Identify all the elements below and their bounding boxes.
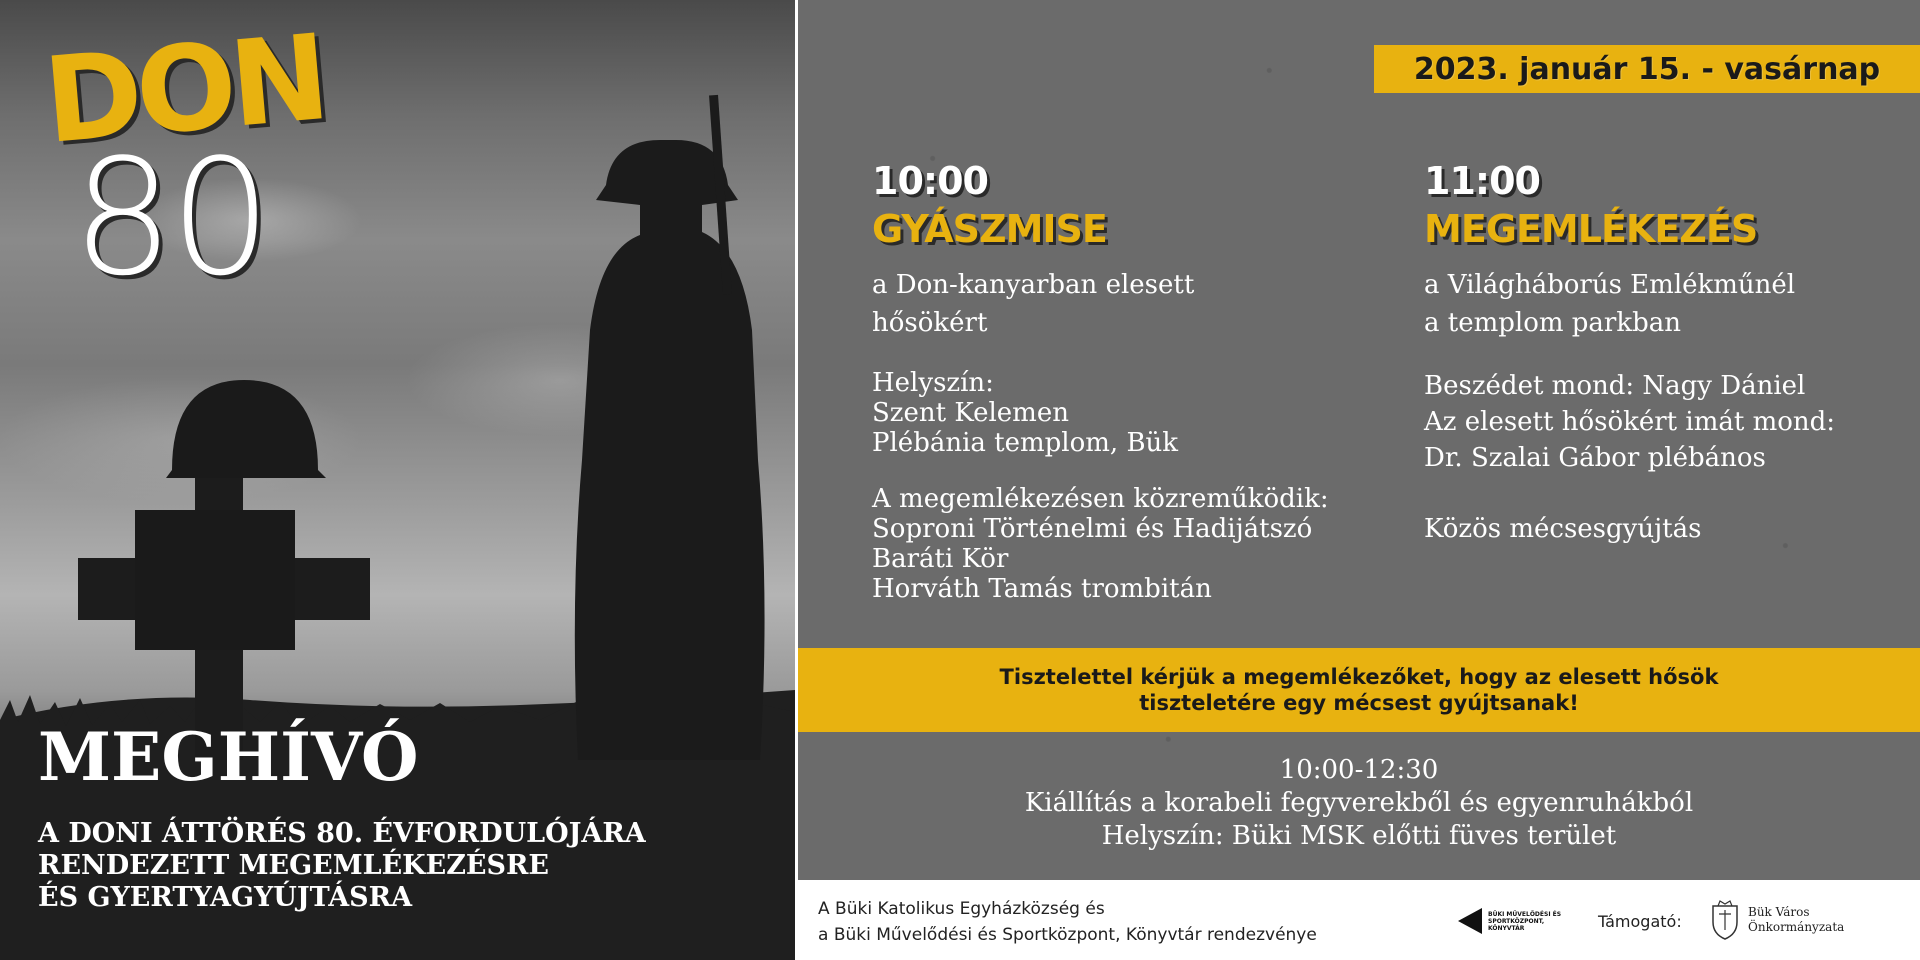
bmk-arrow-icon <box>1458 908 1482 934</box>
bmk-logo-line: SPORTKÖZPONT, <box>1488 917 1545 925</box>
event-commemoration-column <box>1424 158 1894 544</box>
event-info-panel <box>798 0 1920 880</box>
contributors-label: A megemlékezésen közreműködik: <box>872 484 1329 514</box>
description-line: a Világháborús Emlékműnél <box>1424 270 1796 300</box>
event-time: 10:00 <box>872 159 988 203</box>
description-line: a Don-kanyarban elesett <box>872 270 1195 300</box>
city-logo <box>1710 900 1844 940</box>
subtitle-line: A DONI ÁTTÖRÉS 80. ÉVFORDULÓJÁRA <box>38 818 646 849</box>
logo-80-number: 80 <box>72 124 268 311</box>
poster-photo-panel <box>0 0 795 960</box>
notice-line: Tisztelettel kérjük a megemlékezőket, hogy az elesett hősök <box>999 665 1719 689</box>
event-title: MEGEMLÉKEZÉS <box>1424 207 1758 251</box>
event-speakers <box>1424 368 1894 476</box>
bmk-logo-line: KÖNYVTÁR <box>1488 924 1525 932</box>
contributor-line: Soproni Történelmi és Hadijátszó <box>872 514 1313 544</box>
contributor-line: Horváth Tamás trombitán <box>872 574 1212 604</box>
speaker-line: Dr. Szalai Gábor plébános <box>1424 443 1766 473</box>
event-description <box>1424 266 1894 342</box>
cross-plaque <box>135 510 295 650</box>
event-title: GYÁSZMISE <box>872 207 1107 251</box>
notice-banner <box>798 648 1920 732</box>
event-mass-column <box>872 158 1392 604</box>
location-line: Plébánia templom, Bük <box>872 428 1179 458</box>
contributor-line: Baráti Kör <box>872 544 1009 574</box>
invitation-subtitle <box>38 818 738 914</box>
exhibition-title: Kiállítás a korabeli fegyverekből és egyenruhákból <box>1024 788 1694 818</box>
invitation-title: MEGHÍVÓ <box>38 718 419 796</box>
speaker-line: Beszédet mond: Nagy Dániel <box>1424 371 1806 401</box>
footer <box>798 880 1920 960</box>
candle-lighting-note: Közös mécsesgyújtás <box>1424 514 1702 544</box>
city-logo-text <box>1748 905 1844 935</box>
logo-don-word: DON <box>38 8 329 170</box>
soldier-silhouette <box>575 140 765 760</box>
speaker-line: Az elesett hősökért imát mond: <box>1424 407 1836 437</box>
coat-of-arms-icon <box>1710 900 1740 940</box>
organizer-credit <box>818 896 1317 948</box>
exhibition-info <box>798 754 1920 853</box>
location-line: Szent Kelemen <box>872 398 1069 428</box>
notice-line: tiszteletére egy mécsest gyújtsanak! <box>1139 691 1579 715</box>
description-line: a templom parkban <box>1424 308 1682 338</box>
sponsor-label: Támogató: <box>1598 912 1682 931</box>
event-date: 2023. január 15. - vasárnap <box>1413 51 1881 87</box>
description-line: hősökért <box>872 308 988 338</box>
organizer-line: A Büki Katolikus Egyházközség és <box>818 899 1105 919</box>
city-logo-line: Önkormányzata <box>1748 920 1845 934</box>
bmk-logo-text <box>1488 911 1561 932</box>
event-description <box>872 266 1392 342</box>
bmk-logo <box>1458 908 1561 934</box>
event-contributors <box>872 484 1392 604</box>
location-label: Helyszín: <box>872 368 994 398</box>
city-logo-line: Bük Város <box>1748 905 1810 919</box>
event-time: 11:00 <box>1424 159 1540 203</box>
bmk-logo-line: BÜKI MŰVELŐDÉSI ÉS <box>1488 910 1562 918</box>
organizer-line: a Büki Művelődési és Sportközpont, Könyvtár rendezvénye <box>818 925 1317 945</box>
exhibition-time: 10:00-12:30 <box>1279 755 1439 785</box>
exhibition-location: Helyszín: Büki MSK előtti füves terület <box>1101 821 1617 851</box>
event-location <box>872 368 1392 458</box>
date-banner <box>1374 45 1920 93</box>
subtitle-line: ÉS GYERTYAGYÚJTÁSRA <box>38 882 413 913</box>
helmet-on-cross <box>166 380 326 478</box>
subtitle-line: RENDEZETT MEGEMLÉKEZÉSRE <box>38 850 550 881</box>
